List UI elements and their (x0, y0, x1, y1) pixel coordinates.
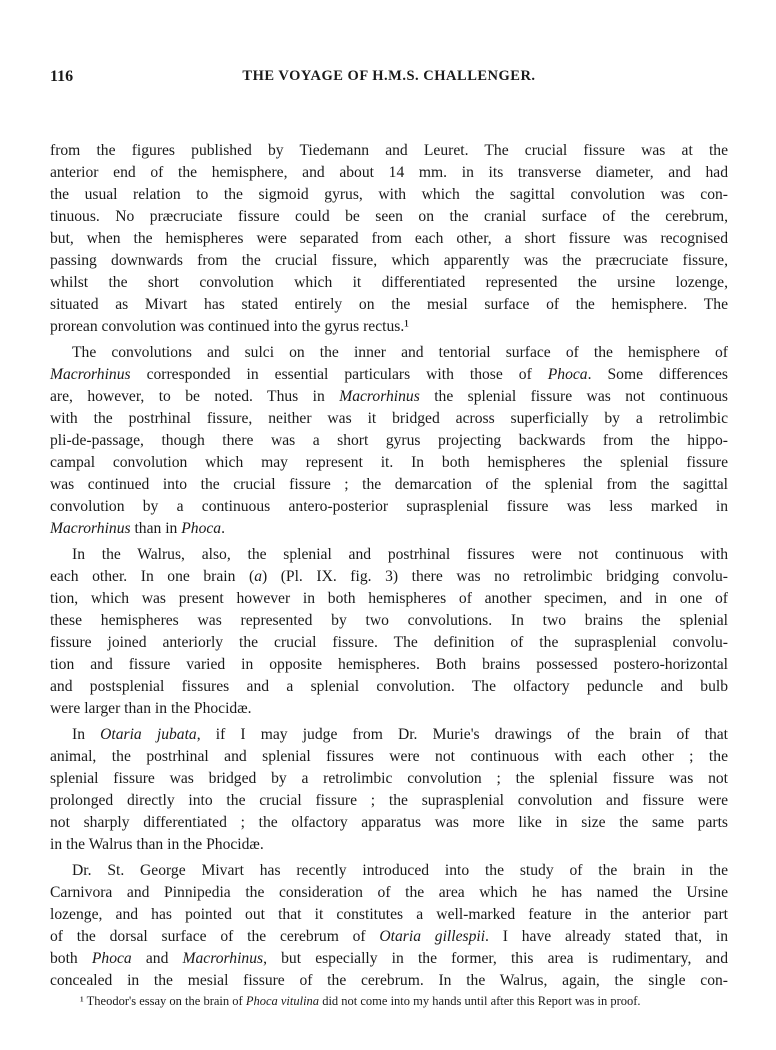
paragraph (50, 342, 728, 540)
italic-text: Otaria jubata (100, 726, 197, 743)
text-segment: ¹ Theodor's essay on the brain of (80, 994, 246, 1008)
text-segment: the usual relation to the sigmoid gyrus, with which the sagittal convolution was con- (50, 186, 728, 203)
text-line (50, 676, 728, 698)
text-segment: did not come into my hands until after this Report was in proof. (319, 994, 641, 1008)
text-segment: . I have already stated that, in (485, 928, 728, 945)
text-line (50, 272, 728, 294)
text-line (50, 588, 728, 610)
italic-text: Phoca (547, 366, 588, 383)
text-segment: each other. In one brain ( (50, 568, 255, 585)
text-segment: these hemispheres was represented by two convolutions. In two brains the splenial (50, 612, 728, 629)
text-line (50, 342, 728, 364)
italic-text: Phoca vitulina (245, 994, 320, 1008)
text-line (50, 610, 728, 632)
text-line (50, 904, 728, 926)
text-segment: of the dorsal surface of the cerebrum of (50, 928, 380, 945)
text-segment: not sharply differentiated ; the olfactory apparatus was more like in size the same parts (50, 814, 728, 831)
text-segment: prolonged directly into the crucial fissure ; the suprasplenial convolution and fissure were (50, 792, 728, 809)
text-line (50, 184, 728, 206)
text-segment: were larger than in the Phocidæ. (50, 700, 252, 717)
text-segment: Carnivora and Pinnipedia the consideration of the area which he has named the Ursine (50, 884, 728, 901)
italic-text: Otaria gillespii (379, 928, 486, 945)
text-line (50, 544, 728, 566)
text-segment: . (221, 520, 226, 537)
text-line (50, 768, 728, 790)
text-line (50, 250, 728, 272)
paragraph (50, 544, 728, 720)
text-line (50, 926, 728, 948)
text-segment: . Some differences (587, 366, 728, 383)
text-segment: , if I may judge from Dr. Murie's drawings of the brain of that (196, 726, 729, 743)
text-line (50, 860, 728, 882)
text-segment: whilst the short convolution which it differentiated represented the ursine lozenge, (50, 274, 728, 291)
text-segment: campal convolution which may represent it. In both hemispheres the splenial fissure (50, 454, 728, 471)
text-line (50, 746, 728, 768)
text-line (50, 496, 728, 518)
paragraph (50, 860, 728, 992)
text-line (50, 162, 728, 184)
text-segment: tion and fissure varied in opposite hemispheres. Both brains possessed postero-horizontal (50, 656, 728, 673)
text-segment: was continued into the crucial fissure ; the demarcation of the splenial from the sagittal (50, 476, 728, 493)
text-line (50, 294, 728, 316)
text-segment: are, however, to be noted. Thus in (50, 388, 340, 405)
running-title: THE VOYAGE OF H.M.S. CHALLENGER. (242, 68, 536, 84)
italic-text: a (254, 568, 262, 585)
text-segment: concealed in the mesial fissure of the cerebrum. In the Walrus, again, the single con- (50, 972, 728, 989)
body-text (50, 140, 728, 996)
text-line (50, 140, 728, 162)
text-line (50, 724, 728, 746)
italic-text: Macrorhinus (50, 366, 131, 383)
text-segment: than in (130, 520, 182, 537)
text-segment: situated as Mivart has stated entirely on the mesial surface of the hemisphere. The (50, 296, 728, 313)
text-segment: and (131, 950, 183, 967)
text-line (50, 430, 728, 452)
italic-text: Phoca (181, 520, 222, 537)
italic-text: Macrorhinus (182, 950, 264, 967)
text-segment: convolution by a continuous antero-posterior suprasplenial fissure was less marked in (50, 498, 728, 515)
text-line (50, 364, 728, 386)
text-segment: the splenial fissure was not continuous (419, 388, 728, 405)
text-line (50, 518, 728, 540)
text-segment: animal, the postrhinal and splenial fissures were not continuous with each other ; the (50, 748, 728, 765)
text-line (50, 408, 728, 430)
text-line (50, 228, 728, 250)
text-segment: The convolutions and sulci on the inner and tentorial surface of the hemisphere of (72, 344, 728, 361)
text-segment: but, when the hemispheres were separated from each other, a short fissure was recognised (50, 230, 728, 247)
text-segment: tion, which was present however in both hemispheres of another specimen, and in one of (50, 590, 728, 607)
text-segment: anterior end of the hemisphere, and about 14 mm. in its transverse diameter, and had (50, 164, 728, 181)
text-segment: in the Walrus than in the Phocidæ. (50, 836, 264, 853)
text-line (50, 316, 728, 338)
text-segment: Dr. St. George Mivart has recently introduced into the study of the brain in the (72, 862, 728, 879)
text-segment: both (50, 950, 92, 967)
text-segment: and postsplenial fissures and a splenial convolution. The olfactory peduncle and bulb (50, 678, 728, 695)
italic-text: Macrorhinus (339, 388, 420, 405)
footnote (80, 994, 720, 1009)
text-segment: , but especially in the former, this area is rudimentary, and (263, 950, 729, 967)
text-segment: In (72, 726, 101, 743)
text-segment: with the postrhinal fissure, neither was it bridged across superficially by a retrolimbic (50, 410, 728, 427)
text-line (50, 882, 728, 904)
text-segment: splenial fissure was bridged by a retrolimbic convolution ; the splenial fissure was not (50, 770, 728, 787)
text-segment: passing downwards from the crucial fissure, which apparently was the præcruciate fissure, (50, 252, 728, 269)
text-line (50, 206, 728, 228)
text-line (50, 474, 728, 496)
text-line (50, 790, 728, 812)
text-segment: lozenge, and has pointed out that it constitutes a well-marked feature in the anterior part (50, 906, 728, 923)
text-line (50, 698, 728, 720)
text-segment: fissure joined anteriorly the crucial fissure. The definition of the suprasplenial convolu- (50, 634, 728, 651)
text-segment: pli-de-passage, though there was a short gyrus projecting backwards from the hippo- (50, 432, 728, 449)
text-line (50, 948, 728, 970)
italic-text: Phoca (91, 950, 132, 967)
text-segment: corresponded in essential particulars with those of (130, 366, 548, 383)
text-segment: In the Walrus, also, the splenial and postrhinal fissures were not continuous with (72, 546, 728, 563)
text-segment: from the figures published by Tiedemann and Leuret. The crucial fissure was at the (50, 142, 728, 159)
text-line (50, 654, 728, 676)
text-segment: ) (Pl. IX. fig. 3) there was no retrolimbic bridging convolu- (261, 568, 728, 585)
text-line (50, 386, 728, 408)
text-segment: tinuous. No præcruciate fissure could be seen on the cranial surface of the cerebrum, (50, 208, 728, 225)
text-line (50, 452, 728, 474)
text-line (50, 970, 728, 992)
text-segment: prorean convolution was continued into the gyrus rectus.¹ (50, 318, 409, 335)
text-line (50, 812, 728, 834)
text-line (50, 632, 728, 654)
paragraph (50, 724, 728, 856)
text-line (50, 566, 728, 588)
page-number: 116 (50, 68, 74, 85)
italic-text: Macrorhinus (50, 520, 131, 537)
text-line (50, 834, 728, 856)
page-header (50, 68, 728, 92)
paragraph (50, 140, 728, 338)
